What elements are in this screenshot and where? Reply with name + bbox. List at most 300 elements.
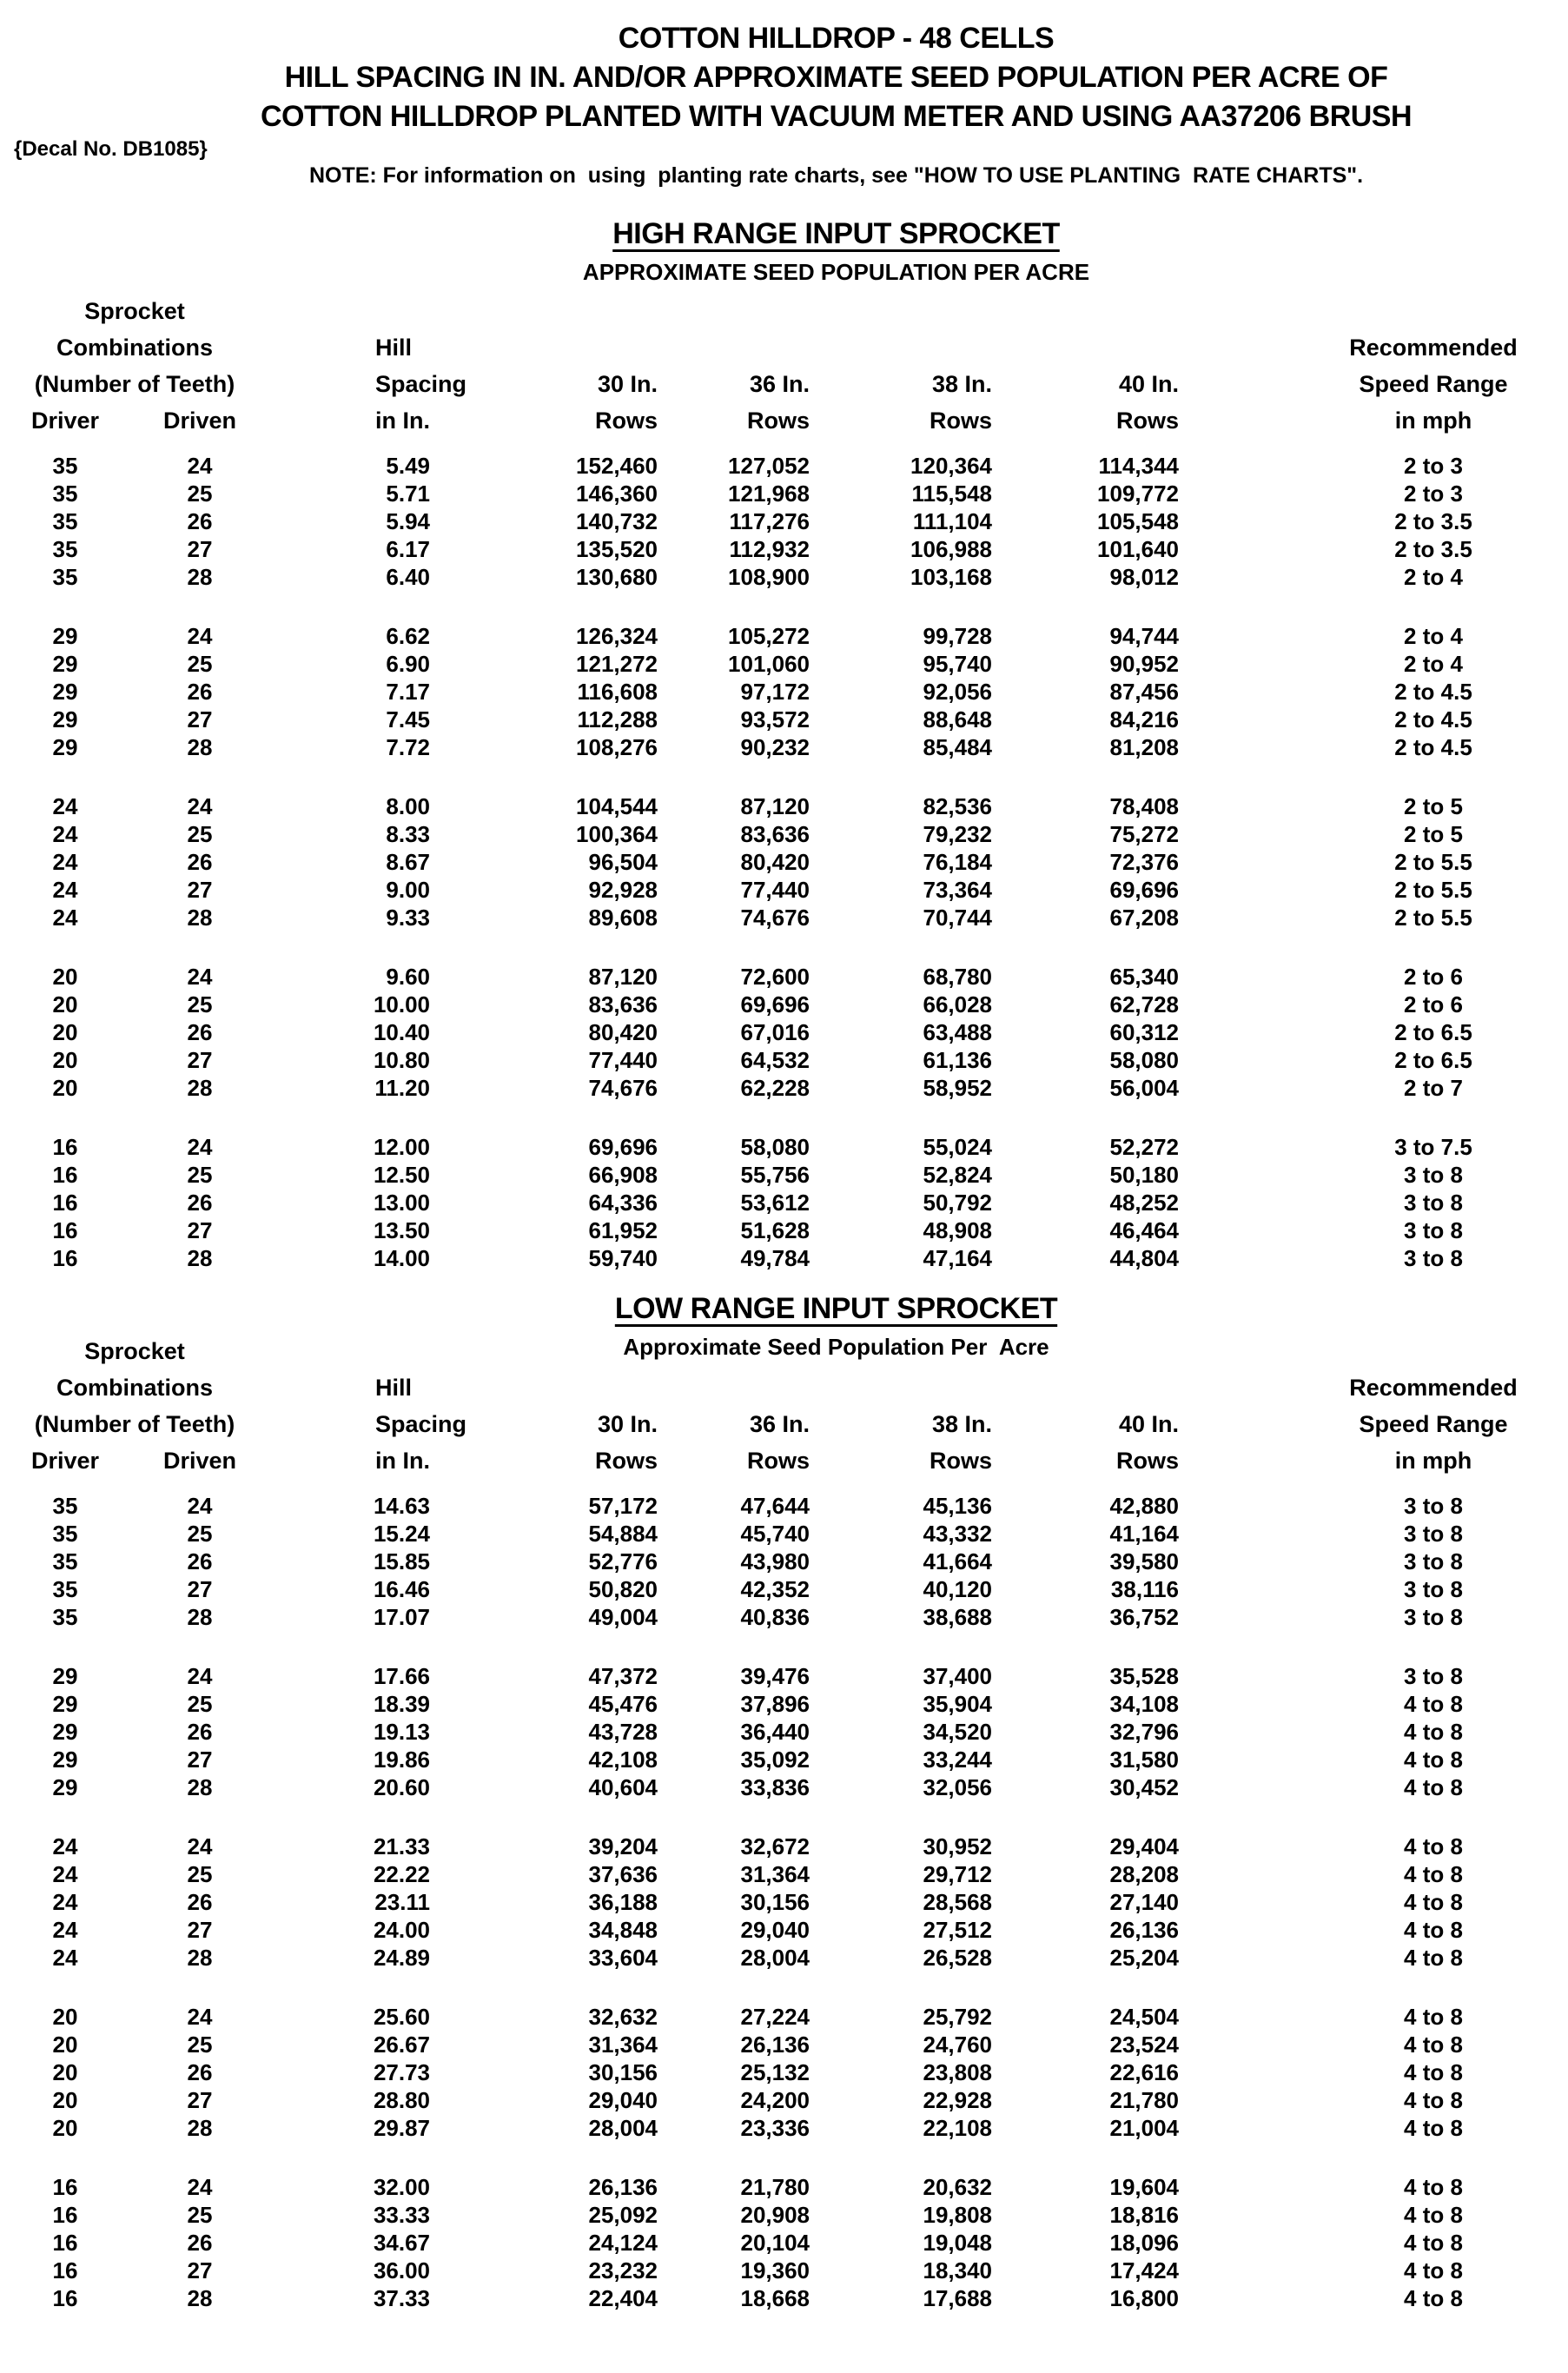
table-cell: 25: [187, 2201, 213, 2228]
table-cell: 7.17: [386, 678, 431, 705]
table-cell: 29,404: [1109, 1833, 1180, 1859]
col-40in-header: 40 In.: [1118, 1411, 1180, 1437]
table-cell: 8.00: [386, 792, 431, 819]
table-cell: 37,400: [923, 1662, 993, 1689]
table-cell: 24: [187, 2173, 213, 2200]
block-spacer: [0, 1972, 1568, 2003]
table-cell: 20: [52, 1074, 78, 1101]
table-cell: 24,760: [923, 2031, 993, 2058]
table-cell: 3 to 8: [1404, 1244, 1463, 1271]
table-cell: 6.17: [386, 535, 431, 562]
table-cell: 87,456: [1109, 678, 1180, 705]
table-cell: 104,544: [576, 792, 658, 819]
block-spacer: [0, 1102, 1568, 1133]
rows-header-30: Rows: [595, 408, 658, 434]
table-cell: 4 to 8: [1404, 2229, 1463, 2256]
table-cell: 16: [52, 2173, 78, 2200]
table-cell: 49,004: [588, 1603, 658, 1630]
table-row: [0, 991, 1568, 1018]
table-cell: 30,156: [740, 1888, 810, 1915]
table-row: [0, 507, 1568, 535]
table-cell: 26,136: [740, 2031, 810, 2058]
table-cell: 44,804: [1109, 1244, 1180, 1271]
table-cell: 90,952: [1109, 650, 1180, 677]
table-cell: 30,452: [1109, 1773, 1180, 1800]
table-cell: 21,004: [1109, 2114, 1180, 2141]
table-cell: 18,096: [1109, 2229, 1180, 2256]
table-cell: 3 to 8: [1404, 1216, 1463, 1243]
table-cell: 2 to 4.5: [1394, 733, 1472, 760]
table-cell: 32,672: [740, 1833, 810, 1859]
table-cell: 38,116: [1110, 1575, 1180, 1602]
col-30in-header: 30 In.: [597, 371, 658, 397]
table-cell: 12.50: [373, 1161, 431, 1188]
table-cell: 92,928: [588, 876, 658, 903]
table-cell: 16: [52, 1133, 78, 1160]
table-cell: 75,272: [1109, 820, 1180, 847]
table-cell: 16,800: [1109, 2284, 1180, 2311]
table-cell: 4 to 8: [1404, 1773, 1463, 1800]
table-cell: 13.50: [373, 1216, 431, 1243]
decal-number: {Decal No. DB1085}: [14, 137, 208, 161]
table-cell: 4 to 8: [1404, 2114, 1463, 2141]
block-spacer: [0, 761, 1568, 792]
table-cell: 108,900: [728, 563, 810, 590]
header-row-3: [0, 1402, 1568, 1438]
table-cell: 52,776: [588, 1548, 658, 1574]
table-cell: 34,848: [588, 1916, 658, 1943]
table-row: [0, 876, 1568, 904]
low-range-title: LOW RANGE INPUT SPROCKET: [614, 1292, 1058, 1325]
table-cell: 25: [187, 1860, 213, 1887]
table-cell: 4 to 8: [1404, 1888, 1463, 1915]
table-cell: 55,756: [740, 1161, 810, 1188]
table-cell: 28: [187, 563, 213, 590]
table-cell: 29: [52, 706, 78, 732]
table-row: [0, 480, 1568, 507]
table-cell: 25,204: [1109, 1944, 1180, 1971]
table-cell: 33,604: [588, 1944, 658, 1971]
table-cell: 25: [187, 1161, 213, 1188]
table-cell: 48,252: [1109, 1189, 1180, 1216]
table-row: [0, 2173, 1568, 2201]
table-row: [0, 452, 1568, 480]
col-36in-header: 36 In.: [749, 1411, 810, 1437]
number-of-teeth-header: (Number of Teeth): [34, 1411, 235, 1437]
table-row: [0, 1548, 1568, 1575]
table-cell: 80,420: [588, 1018, 658, 1045]
table-cell: 64,532: [740, 1046, 810, 1073]
table-cell: 23,808: [923, 2058, 993, 2085]
table-cell: 89,608: [588, 904, 658, 931]
table-cell: 42,108: [588, 1746, 658, 1773]
table-cell: 42,880: [1109, 1492, 1180, 1519]
table-cell: 18,816: [1109, 2201, 1180, 2228]
table-cell: 25: [187, 1690, 213, 1717]
table-row: [0, 1189, 1568, 1216]
table-cell: 3 to 8: [1404, 1161, 1463, 1188]
table-cell: 24: [52, 1916, 78, 1943]
table-cell: 98,012: [1109, 563, 1180, 590]
table-cell: 25: [187, 650, 213, 677]
table-cell: 29: [52, 1662, 78, 1689]
table-cell: 43,980: [740, 1548, 810, 1574]
table-cell: 152,460: [576, 452, 658, 479]
table-cell: 16: [52, 1244, 78, 1271]
table-cell: 106,988: [910, 535, 993, 562]
table-cell: 30,156: [588, 2058, 658, 2085]
table-cell: 62,728: [1109, 991, 1180, 1017]
driven-header: Driven: [162, 408, 237, 434]
table-cell: 25: [187, 1520, 213, 1547]
table-cell: 36,752: [1109, 1603, 1180, 1630]
table-cell: 23,336: [740, 2114, 810, 2141]
table-cell: 10.80: [373, 1046, 431, 1073]
table-row: [0, 1244, 1568, 1272]
table-cell: 35: [52, 535, 78, 562]
table-cell: 27,512: [923, 1916, 993, 1943]
table-cell: 34,520: [923, 1718, 993, 1745]
table-cell: 28: [187, 1773, 213, 1800]
table-cell: 116,608: [577, 678, 658, 705]
table-row: [0, 706, 1568, 733]
table-cell: 16: [52, 2257, 78, 2284]
table-row: [0, 2284, 1568, 2312]
number-of-teeth-header: (Number of Teeth): [34, 371, 235, 397]
table-cell: 3 to 8: [1404, 1575, 1463, 1602]
table-cell: 6.62: [386, 622, 431, 649]
table-cell: 28: [187, 2114, 213, 2141]
table-cell: 29: [52, 678, 78, 705]
table-row: [0, 678, 1568, 706]
table-cell: 88,648: [923, 706, 993, 732]
table-cell: 9.33: [386, 904, 431, 931]
table-row: [0, 2003, 1568, 2031]
table-cell: 69,696: [740, 991, 810, 1017]
table-cell: 22.22: [373, 1860, 431, 1887]
table-cell: 20: [52, 1018, 78, 1045]
table-cell: 25: [187, 2031, 213, 2058]
high-range-title: HIGH RANGE INPUT SPROCKET: [612, 217, 1060, 250]
table-cell: 81,208: [1109, 733, 1180, 760]
table-row: [0, 1662, 1568, 1690]
table-cell: 4 to 8: [1404, 1690, 1463, 1717]
table-cell: 2 to 6.5: [1394, 1018, 1472, 1045]
table-cell: 62,228: [740, 1074, 810, 1101]
table-cell: 24: [52, 876, 78, 903]
table-cell: 59,740: [588, 1244, 658, 1271]
table-cell: 7.72: [386, 733, 431, 760]
table-row: [0, 1216, 1568, 1244]
table-cell: 114,344: [1098, 452, 1180, 479]
col-38in-header: 38 In.: [931, 371, 993, 397]
table-cell: 29: [52, 1746, 78, 1773]
table-cell: 21,780: [740, 2173, 810, 2200]
table-cell: 26,136: [588, 2173, 658, 2200]
rows-header-36: Rows: [747, 1448, 810, 1474]
table-cell: 32.00: [373, 2173, 431, 2200]
spacing-header: Spacing: [375, 1411, 467, 1437]
table-cell: 24.89: [373, 1944, 431, 1971]
table-cell: 2 to 5.5: [1394, 904, 1472, 931]
table-row: [0, 1161, 1568, 1189]
table-cell: 41,664: [923, 1548, 993, 1574]
table-cell: 99,728: [923, 622, 993, 649]
table-cell: 17.07: [373, 1603, 431, 1630]
table-cell: 16: [52, 2201, 78, 2228]
table-cell: 34.67: [373, 2229, 431, 2256]
table-cell: 78,408: [1109, 792, 1180, 819]
table-cell: 20,632: [923, 2173, 993, 2200]
table-cell: 16: [52, 1161, 78, 1188]
table-cell: 22,404: [588, 2284, 658, 2311]
table-row: [0, 1520, 1568, 1548]
low-range-subtitle: Approximate Seed Population Per Acre: [623, 1334, 1049, 1360]
table-cell: 4 to 8: [1404, 1833, 1463, 1859]
table-cell: 108,276: [576, 733, 658, 760]
header-row-1: [0, 288, 1568, 325]
table-cell: 2 to 3.5: [1394, 535, 1472, 562]
table-cell: 39,204: [588, 1833, 658, 1859]
table-cell: 16: [52, 1189, 78, 1216]
table-cell: 20: [52, 963, 78, 990]
table-cell: 40,836: [740, 1603, 810, 1630]
in-mph-header: in mph: [1394, 1448, 1472, 1474]
title-line-2: HILL SPACING IN IN. AND/OR APPROXIMATE SEED POPULATION PER ACRE OF: [284, 61, 1388, 94]
col-36in-header: 36 In.: [749, 371, 810, 397]
table-cell: 121,968: [728, 480, 810, 507]
table-row: [0, 1074, 1568, 1102]
table-cell: 45,740: [740, 1520, 810, 1547]
table-cell: 67,208: [1109, 904, 1180, 931]
table-cell: 4 to 8: [1404, 1746, 1463, 1773]
table-cell: 24: [52, 848, 78, 875]
table-cell: 21.33: [373, 1833, 431, 1859]
table-cell: 93,572: [740, 706, 810, 732]
table-cell: 85,484: [923, 733, 993, 760]
table-cell: 19,048: [923, 2229, 993, 2256]
table-cell: 87,120: [740, 792, 810, 819]
table-cell: 2 to 4: [1404, 650, 1463, 677]
table-cell: 66,028: [923, 991, 993, 1017]
table-cell: 20,104: [740, 2229, 810, 2256]
table-cell: 46,464: [1109, 1216, 1180, 1243]
table-cell: 2 to 5: [1404, 792, 1463, 819]
table-cell: 22,108: [923, 2114, 993, 2141]
table-row: [0, 848, 1568, 876]
table-cell: 130,680: [576, 563, 658, 590]
table-cell: 28: [187, 1244, 213, 1271]
rows-header-30: Rows: [595, 1448, 658, 1474]
driver-header: Driver: [30, 1448, 100, 1474]
table-cell: 27: [187, 2257, 213, 2284]
high-range-table: [0, 288, 1568, 1272]
header-row-2: [0, 325, 1568, 361]
block-spacer: [0, 1631, 1568, 1662]
table-row: [0, 1860, 1568, 1888]
table-cell: 105,272: [728, 622, 810, 649]
table-cell: 80,420: [740, 848, 810, 875]
table-cell: 2 to 5.5: [1394, 876, 1472, 903]
table-cell: 146,360: [576, 480, 658, 507]
table-cell: 24: [52, 904, 78, 931]
table-row: [0, 1018, 1568, 1046]
table-cell: 16: [52, 1216, 78, 1243]
table-cell: 50,180: [1109, 1161, 1180, 1188]
table-row: [0, 1916, 1568, 1944]
table-cell: 27: [187, 1216, 213, 1243]
table-cell: 35: [52, 452, 78, 479]
table-cell: 49,784: [740, 1244, 810, 1271]
table-cell: 6.40: [386, 563, 431, 590]
in-mph-header: in mph: [1394, 408, 1472, 434]
note-text: NOTE: For information on using planting rate charts, see "HOW TO USE PLANTING RATE CHARTS".: [308, 163, 1364, 188]
table-cell: 28,568: [923, 1888, 993, 1915]
table-row: [0, 650, 1568, 678]
table-cell: 94,744: [1109, 622, 1180, 649]
table-cell: 24,200: [740, 2086, 810, 2113]
table-cell: 25,092: [588, 2201, 658, 2228]
table-row: [0, 1833, 1568, 1860]
table-cell: 19,360: [740, 2257, 810, 2284]
table-cell: 2 to 3.5: [1394, 507, 1472, 534]
table-cell: 101,640: [1097, 535, 1180, 562]
rows-header-40: Rows: [1116, 408, 1180, 434]
table-cell: 4 to 8: [1404, 2058, 1463, 2085]
table-cell: 52,272: [1109, 1133, 1180, 1160]
table-cell: 28,004: [588, 2114, 658, 2141]
table-cell: 20,908: [740, 2201, 810, 2228]
table-cell: 18.39: [373, 1690, 431, 1717]
table-cell: 3 to 7.5: [1394, 1133, 1472, 1160]
table-cell: 28: [187, 2284, 213, 2311]
table-cell: 20.60: [373, 1773, 431, 1800]
table-cell: 20: [52, 1046, 78, 1073]
table-cell: 2 to 4: [1404, 622, 1463, 649]
table-cell: 25.60: [373, 2003, 431, 2030]
table-row: [0, 622, 1568, 650]
table-cell: 4 to 8: [1404, 2031, 1463, 2058]
high-range-table-header: [0, 288, 1568, 434]
table-cell: 20: [52, 2031, 78, 2058]
table-cell: 69,696: [588, 1133, 658, 1160]
table-cell: 39,580: [1109, 1548, 1180, 1574]
table-cell: 10.00: [373, 991, 431, 1017]
high-range-subtitle: APPROXIMATE SEED POPULATION PER ACRE: [582, 259, 1090, 285]
table-cell: 52,824: [923, 1161, 993, 1188]
table-cell: 96,504: [588, 848, 658, 875]
low-range-table-body: [0, 1475, 1568, 2312]
block-spacer: [0, 591, 1568, 622]
table-cell: 24: [187, 1833, 213, 1859]
table-cell: 82,536: [923, 792, 993, 819]
table-cell: 10.40: [373, 1018, 431, 1045]
table-cell: 8.33: [386, 820, 431, 847]
table-cell: 74,676: [740, 904, 810, 931]
table-cell: 47,372: [588, 1662, 658, 1689]
table-cell: 29: [52, 733, 78, 760]
table-row: [0, 2201, 1568, 2229]
table-row: [0, 1575, 1568, 1603]
table-cell: 23,232: [588, 2257, 658, 2284]
table-row: [0, 1690, 1568, 1718]
sprocket-header: Sprocket: [84, 1338, 185, 1364]
high-range-table-body: [0, 434, 1568, 1272]
table-cell: 14.00: [373, 1244, 431, 1271]
table-cell: 21,780: [1109, 2086, 1180, 2113]
table-row: [0, 1718, 1568, 1746]
table-cell: 61,136: [923, 1046, 993, 1073]
table-cell: 24: [52, 820, 78, 847]
table-cell: 24: [187, 622, 213, 649]
table-cell: 20: [52, 2058, 78, 2085]
table-cell: 30,952: [923, 1833, 993, 1859]
table-cell: 35,904: [923, 1690, 993, 1717]
table-cell: 28,208: [1109, 1860, 1180, 1887]
table-cell: 35: [52, 480, 78, 507]
table-cell: 27.73: [373, 2058, 431, 2085]
table-cell: 66,908: [588, 1161, 658, 1188]
table-cell: 57,172: [588, 1492, 658, 1519]
table-cell: 74,676: [588, 1074, 658, 1101]
table-cell: 135,520: [576, 535, 658, 562]
table-cell: 7.45: [386, 706, 431, 732]
table-cell: 115,548: [911, 480, 993, 507]
table-cell: 35: [52, 507, 78, 534]
table-cell: 32,632: [588, 2003, 658, 2030]
table-cell: 90,232: [740, 733, 810, 760]
table-cell: 4 to 8: [1404, 2173, 1463, 2200]
table-cell: 23,524: [1109, 2031, 1180, 2058]
table-cell: 26: [187, 2058, 213, 2085]
combinations-header: Combinations: [56, 1375, 213, 1401]
table-cell: 2 to 3: [1404, 480, 1463, 507]
table-cell: 24,124: [588, 2229, 658, 2256]
table-row: [0, 2114, 1568, 2142]
table-cell: 36,440: [740, 1718, 810, 1745]
table-cell: 28.80: [373, 2086, 431, 2113]
table-cell: 83,636: [588, 991, 658, 1017]
table-cell: 26,528: [923, 1944, 993, 1971]
table-cell: 77,440: [588, 1046, 658, 1073]
table-cell: 3 to 8: [1404, 1603, 1463, 1630]
table-row: [0, 792, 1568, 820]
table-cell: 5.71: [386, 480, 431, 507]
table-cell: 39,476: [740, 1662, 810, 1689]
block-spacer: [0, 2142, 1568, 2173]
header-row-3: [0, 361, 1568, 398]
table-cell: 5.49: [386, 452, 431, 479]
table-cell: 24: [187, 792, 213, 819]
table-cell: 24: [187, 1492, 213, 1519]
table-cell: 5.94: [386, 507, 431, 534]
table-cell: 126,324: [576, 622, 658, 649]
table-cell: 11.20: [374, 1074, 431, 1101]
table-cell: 34,108: [1109, 1690, 1180, 1717]
table-cell: 24: [187, 452, 213, 479]
table-cell: 29: [52, 1690, 78, 1717]
table-cell: 58,952: [923, 1074, 993, 1101]
table-cell: 33,836: [740, 1773, 810, 1800]
table-cell: 4 to 8: [1404, 1916, 1463, 1943]
table-cell: 35: [52, 1520, 78, 1547]
table-cell: 2 to 6.5: [1394, 1046, 1472, 1073]
table-cell: 29,040: [740, 1916, 810, 1943]
table-cell: 53,612: [740, 1189, 810, 1216]
table-cell: 28: [187, 1074, 213, 1101]
table-cell: 112,932: [729, 535, 810, 562]
table-cell: 47,644: [740, 1492, 810, 1519]
